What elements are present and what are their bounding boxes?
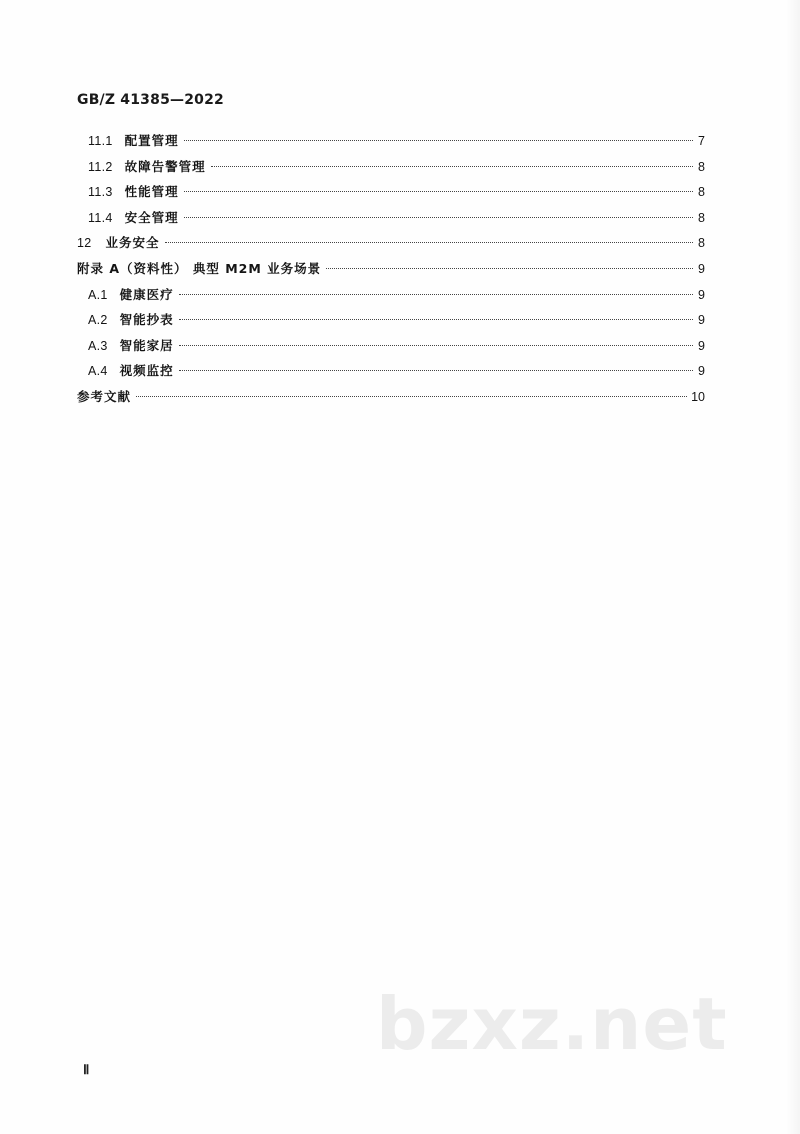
toc-entry-number: 11.1 [88, 134, 113, 148]
toc-dot-leader [179, 370, 693, 371]
toc-entry-number: A.1 [88, 287, 108, 302]
toc-entry-page: 7 [698, 134, 705, 148]
toc-entry-number: 11.4 [88, 210, 113, 225]
toc-entry-page: 8 [698, 185, 705, 200]
toc-entry-number: 11.2 [88, 159, 113, 174]
toc-dot-leader [326, 268, 693, 269]
toc-dot-leader [184, 140, 693, 141]
toc-entry[interactable] [77, 358, 705, 384]
toc-dot-leader [179, 345, 693, 346]
toc-entry-title: 附录 A（资料性） 典型 M2M 业务场景 [77, 260, 322, 276]
toc-entry[interactable] [77, 128, 705, 154]
toc-entry-page: 9 [698, 261, 705, 276]
toc-dot-leader [184, 191, 693, 192]
toc-entry-title: 智能家居 [119, 337, 174, 353]
toc-entry-number: A.3 [88, 338, 108, 353]
toc-dot-leader [165, 242, 693, 243]
toc-entry-title: 安全管理 [124, 209, 179, 225]
toc-entry[interactable] [77, 333, 705, 359]
toc-entry-page: 10 [691, 389, 705, 404]
toc-entry-title: 性能管理 [124, 184, 179, 200]
toc-dot-leader [136, 396, 687, 397]
toc-entry[interactable] [77, 282, 705, 308]
toc-entry-title: 视频监控 [119, 363, 174, 379]
toc-dot-leader [211, 166, 693, 167]
toc-dot-leader [179, 294, 693, 295]
toc-entry[interactable] [77, 307, 705, 333]
toc-entry-page: 9 [698, 313, 705, 328]
toc-entry-title: 健康医疗 [119, 286, 174, 302]
toc-entry-page: 8 [698, 236, 705, 251]
toc-entry[interactable] [77, 256, 705, 282]
toc-entry-page: 9 [698, 364, 705, 379]
toc-entry-title: 配置管理 [124, 133, 179, 148]
toc-entry-number: 11.3 [88, 185, 113, 200]
toc-entry-page: 8 [698, 210, 705, 225]
table-of-contents [77, 128, 705, 410]
page-number: Ⅱ [83, 1062, 90, 1077]
toc-entry[interactable] [77, 179, 705, 205]
toc-entry-page: 9 [698, 338, 705, 353]
toc-entry[interactable] [77, 230, 705, 256]
toc-entry[interactable] [77, 154, 705, 180]
toc-entry-page: 9 [698, 287, 705, 302]
toc-dot-leader [179, 319, 693, 320]
toc-entry-page: 8 [698, 159, 705, 174]
toc-entry-number: A.2 [88, 313, 108, 328]
watermark: bzxz.net [376, 982, 728, 1066]
toc-entry-title: 故障告警管理 [124, 158, 206, 174]
document-id-header: GB/Z 41385—2022 [77, 92, 224, 108]
toc-entry-number: 12 [77, 236, 92, 251]
toc-entry-title: 智能抄表 [119, 312, 174, 328]
toc-entry-number: A.4 [88, 364, 108, 379]
toc-entry-title: 业务安全 [105, 235, 160, 251]
toc-dot-leader [184, 217, 693, 218]
toc-entry[interactable] [77, 205, 705, 231]
toc-entry[interactable] [77, 384, 705, 410]
toc-entry-title: 参考文献 [77, 388, 132, 404]
